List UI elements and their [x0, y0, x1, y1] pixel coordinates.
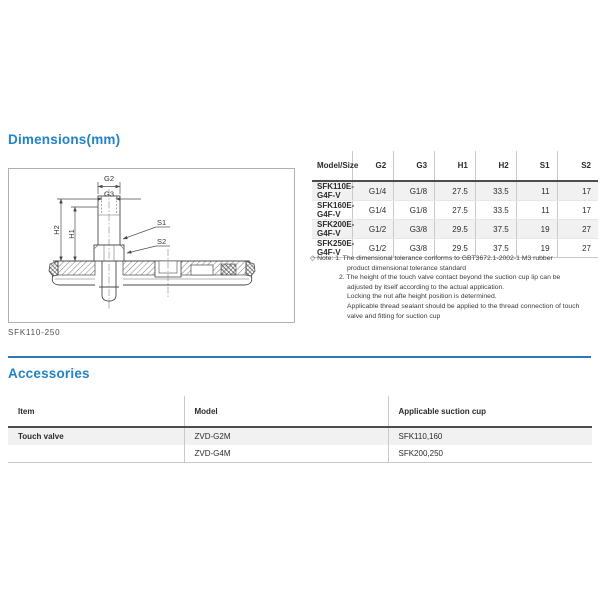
s1-label: S1 — [157, 218, 167, 227]
cell-s2: 27 — [557, 239, 598, 258]
cell-cup: SFK110,160 — [388, 427, 592, 445]
cell-model: SFK250E-G4F-V — [312, 239, 353, 258]
cell-model: ZVD-G2M — [184, 427, 388, 445]
accessories-table — [8, 396, 592, 463]
col-header-h2: H2 — [475, 151, 516, 181]
g2-label: G2 — [103, 174, 115, 183]
cell-h1: 29.5 — [435, 220, 476, 239]
h2-label: H2 — [52, 225, 61, 235]
dimension-h1 — [67, 207, 98, 261]
cell-s2: 27 — [557, 220, 598, 239]
col-header-s1: S1 — [516, 151, 557, 181]
col-header-model-size: Model/Size — [312, 151, 353, 181]
table-row — [8, 445, 592, 463]
cell-h2: 37.5 — [475, 239, 516, 258]
section-divider — [8, 356, 591, 358]
table-row — [312, 181, 598, 201]
col-header-g3: G3 — [394, 151, 435, 181]
note-line: Applicable thread sealant should be applied to the thread connection of touch — [347, 302, 580, 310]
cell-model: SFK200E-G4F-V — [312, 220, 353, 239]
cell-g2: G1/2 — [353, 239, 394, 258]
dimension-s2 — [127, 237, 170, 253]
cell-s2: 17 — [557, 181, 598, 201]
g3-label: G3 — [103, 189, 115, 199]
cell-model: ZVD-G4M — [184, 445, 388, 463]
cell-cup: SFK200,250 — [388, 445, 592, 463]
cell-h2: 33.5 — [475, 181, 516, 201]
cell-h1: 29.5 — [435, 239, 476, 258]
note-line: 2. The height of the touch valve contact beyond the suction cup lip can be — [339, 274, 561, 282]
note-line: Locking the nut afte height position is determined. — [347, 293, 497, 301]
note-line: ◇ Note: 1. The dimensional tolerance conforms to GBT3672.1-2002-1 M3 rubber — [310, 255, 553, 262]
note-line: valve and fitting for suction cup — [347, 312, 441, 320]
cell-g3: G1/8 — [394, 181, 435, 201]
cell-g3: G1/8 — [394, 201, 435, 220]
cell-model: SFK160E-G4F-V — [312, 201, 353, 220]
table-row — [312, 220, 598, 239]
cell-s1: 19 — [516, 220, 557, 239]
cell-s1: 19 — [516, 239, 557, 258]
h1-label: H1 — [67, 229, 76, 239]
cell-s1: 11 — [516, 181, 557, 201]
cell-s2: 17 — [557, 201, 598, 220]
cell-g2: G1/4 — [353, 201, 394, 220]
cell-h1: 27.5 — [435, 201, 476, 220]
table-row — [312, 201, 598, 220]
col-header-g2: G2 — [353, 151, 394, 181]
dimension-drawing-box — [8, 168, 295, 323]
col-header-h1: H1 — [435, 151, 476, 181]
dimension-s1 — [123, 218, 170, 239]
suction-cup-body — [49, 249, 255, 299]
cell-h2: 33.5 — [475, 201, 516, 220]
dimensions-table-header-row — [312, 151, 598, 181]
note-line: product dimensional tolerance standard — [347, 264, 467, 272]
cell-g2: G1/2 — [353, 220, 394, 239]
dimensions-table — [312, 151, 598, 258]
col-header-model: Model — [184, 396, 388, 427]
s2-label: S2 — [157, 237, 167, 246]
col-header-item: Item — [8, 396, 184, 427]
notes-block — [310, 254, 600, 321]
cell-h2: 37.5 — [475, 220, 516, 239]
cell-item — [8, 445, 184, 463]
table-row — [8, 427, 592, 445]
cell-s1: 11 — [516, 201, 557, 220]
suction-cup-dimension-drawing — [9, 169, 294, 322]
accessories-header-row — [8, 396, 592, 427]
accessories-section-title: Accessories — [8, 366, 90, 381]
cell-item: Touch valve — [18, 432, 64, 441]
drawing-caption: SFK110-250 — [8, 328, 61, 337]
cell-h1: 27.5 — [435, 181, 476, 201]
cell-g3: G3/8 — [394, 220, 435, 239]
note-line: adjusted by itself according to the actual application. — [347, 283, 505, 291]
cell-g2: G1/4 — [353, 181, 394, 201]
dimensions-section-title: Dimensions(mm) — [8, 132, 121, 147]
col-header-applicable-cup: Applicable suction cup — [388, 396, 592, 427]
col-header-s2: S2 — [557, 151, 598, 181]
cell-model: SFK110E-G4F-V — [312, 181, 353, 201]
cell-g3: G3/8 — [394, 239, 435, 258]
